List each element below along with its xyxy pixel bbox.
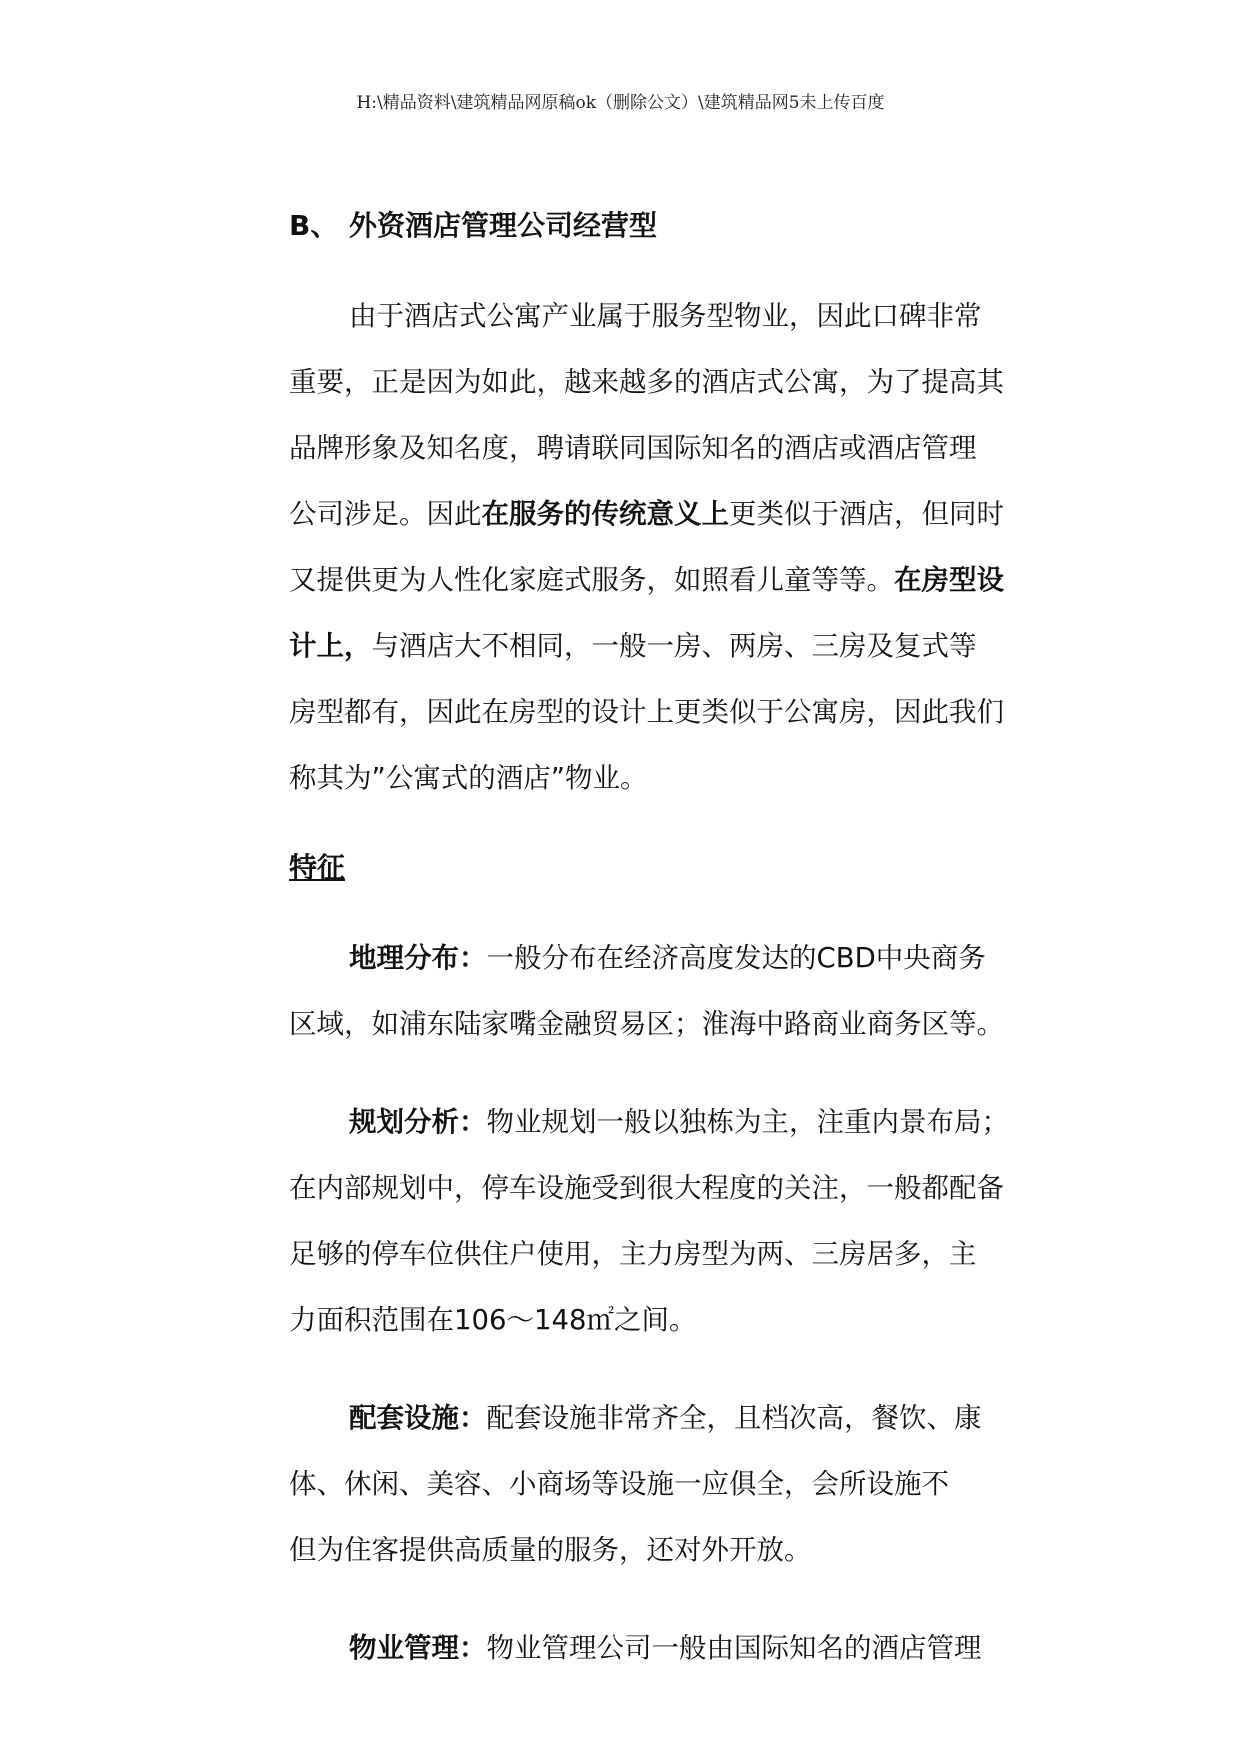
document-body bbox=[289, 206, 1059, 1681]
intro-line: 由于酒店式公寓产业属于服务型物业，因此口碑非常 bbox=[349, 300, 982, 332]
features-heading-text: 特征 bbox=[289, 851, 346, 884]
intro-emphasis: 计上， bbox=[289, 630, 372, 662]
feature-line: 力面积范围在106～148㎡之间。 bbox=[289, 1304, 697, 1336]
intro-line: 房型都有，因此在房型的设计上更类似于公寓房，因此我们 bbox=[289, 696, 1004, 728]
feature-label: 地理分布： bbox=[349, 942, 487, 974]
intro-emphasis: 在房型设 bbox=[894, 564, 1004, 596]
feature-line bbox=[289, 1615, 1059, 1681]
features-heading bbox=[289, 835, 1059, 901]
feature-geography bbox=[289, 925, 1059, 1057]
feature-text: 物业管理公司一般由国际知名的酒店管理 bbox=[486, 1632, 982, 1664]
feature-text: 物业规划一般以独栋为主，注重内景布局； bbox=[486, 1106, 1009, 1138]
feature-management bbox=[289, 1615, 1059, 1681]
section-number: B、 bbox=[289, 209, 339, 242]
intro-line: 品牌形象及知名度，聘请联同国际知名的酒店或酒店管理 bbox=[289, 432, 977, 464]
feature-line: 体、休闲、美容、小商场等设施一应俱全，会所设施不 bbox=[289, 1468, 949, 1500]
intro-text: 与酒店大不相同，一般一房、两房、三房及复式等 bbox=[371, 630, 977, 662]
intro-text: 公司涉足。因此 bbox=[289, 498, 482, 530]
feature-label: 配套设施： bbox=[349, 1402, 487, 1434]
intro-line bbox=[289, 481, 1059, 547]
feature-line bbox=[289, 1385, 1059, 1451]
section-title-text: 外资酒店管理公司经营型 bbox=[349, 209, 658, 242]
feature-line: 区域，如浦东陆家嘴金融贸易区；淮海中路商业商务区等。 bbox=[289, 1008, 1004, 1040]
feature-text: 配套设施非常齐全，且档次高，餐饮、康 bbox=[486, 1402, 982, 1434]
intro-text: 更类似于酒店，但同时 bbox=[729, 498, 1004, 530]
intro-line: 重要，正是因为如此，越来越多的酒店式公寓，为了提高其 bbox=[289, 366, 1004, 398]
intro-text: 又提供更为人性化家庭式服务，如照看儿童等等。 bbox=[289, 564, 894, 596]
intro-paragraph bbox=[289, 283, 1059, 811]
feature-line: 足够的停车位供住户使用，主力房型为两、三房居多，主 bbox=[289, 1238, 977, 1270]
intro-line bbox=[289, 613, 1059, 679]
feature-line: 在内部规划中，停车设施受到很大程度的关注，一般都配备 bbox=[289, 1172, 1004, 1204]
section-title bbox=[289, 206, 1059, 246]
feature-label: 物业管理： bbox=[349, 1632, 487, 1664]
feature-line: 但为住客提供高质量的服务，还对外开放。 bbox=[289, 1534, 812, 1566]
feature-line bbox=[289, 1089, 1059, 1155]
feature-text: 一般分布在经济高度发达的CBD中央商务 bbox=[486, 942, 986, 974]
feature-planning bbox=[289, 1089, 1059, 1353]
feature-line bbox=[289, 925, 1059, 991]
intro-emphasis: 在服务的传统意义上 bbox=[481, 498, 729, 530]
feature-label: 规划分析： bbox=[349, 1106, 487, 1138]
intro-line bbox=[289, 547, 1059, 613]
page-header-path: H:\精品资料\建筑精品网原稿ok（删除公文）\建筑精品网5未上传百度 bbox=[356, 93, 885, 113]
intro-line: 称其为”公寓式的酒店”物业。 bbox=[289, 762, 648, 794]
feature-facilities bbox=[289, 1385, 1059, 1583]
